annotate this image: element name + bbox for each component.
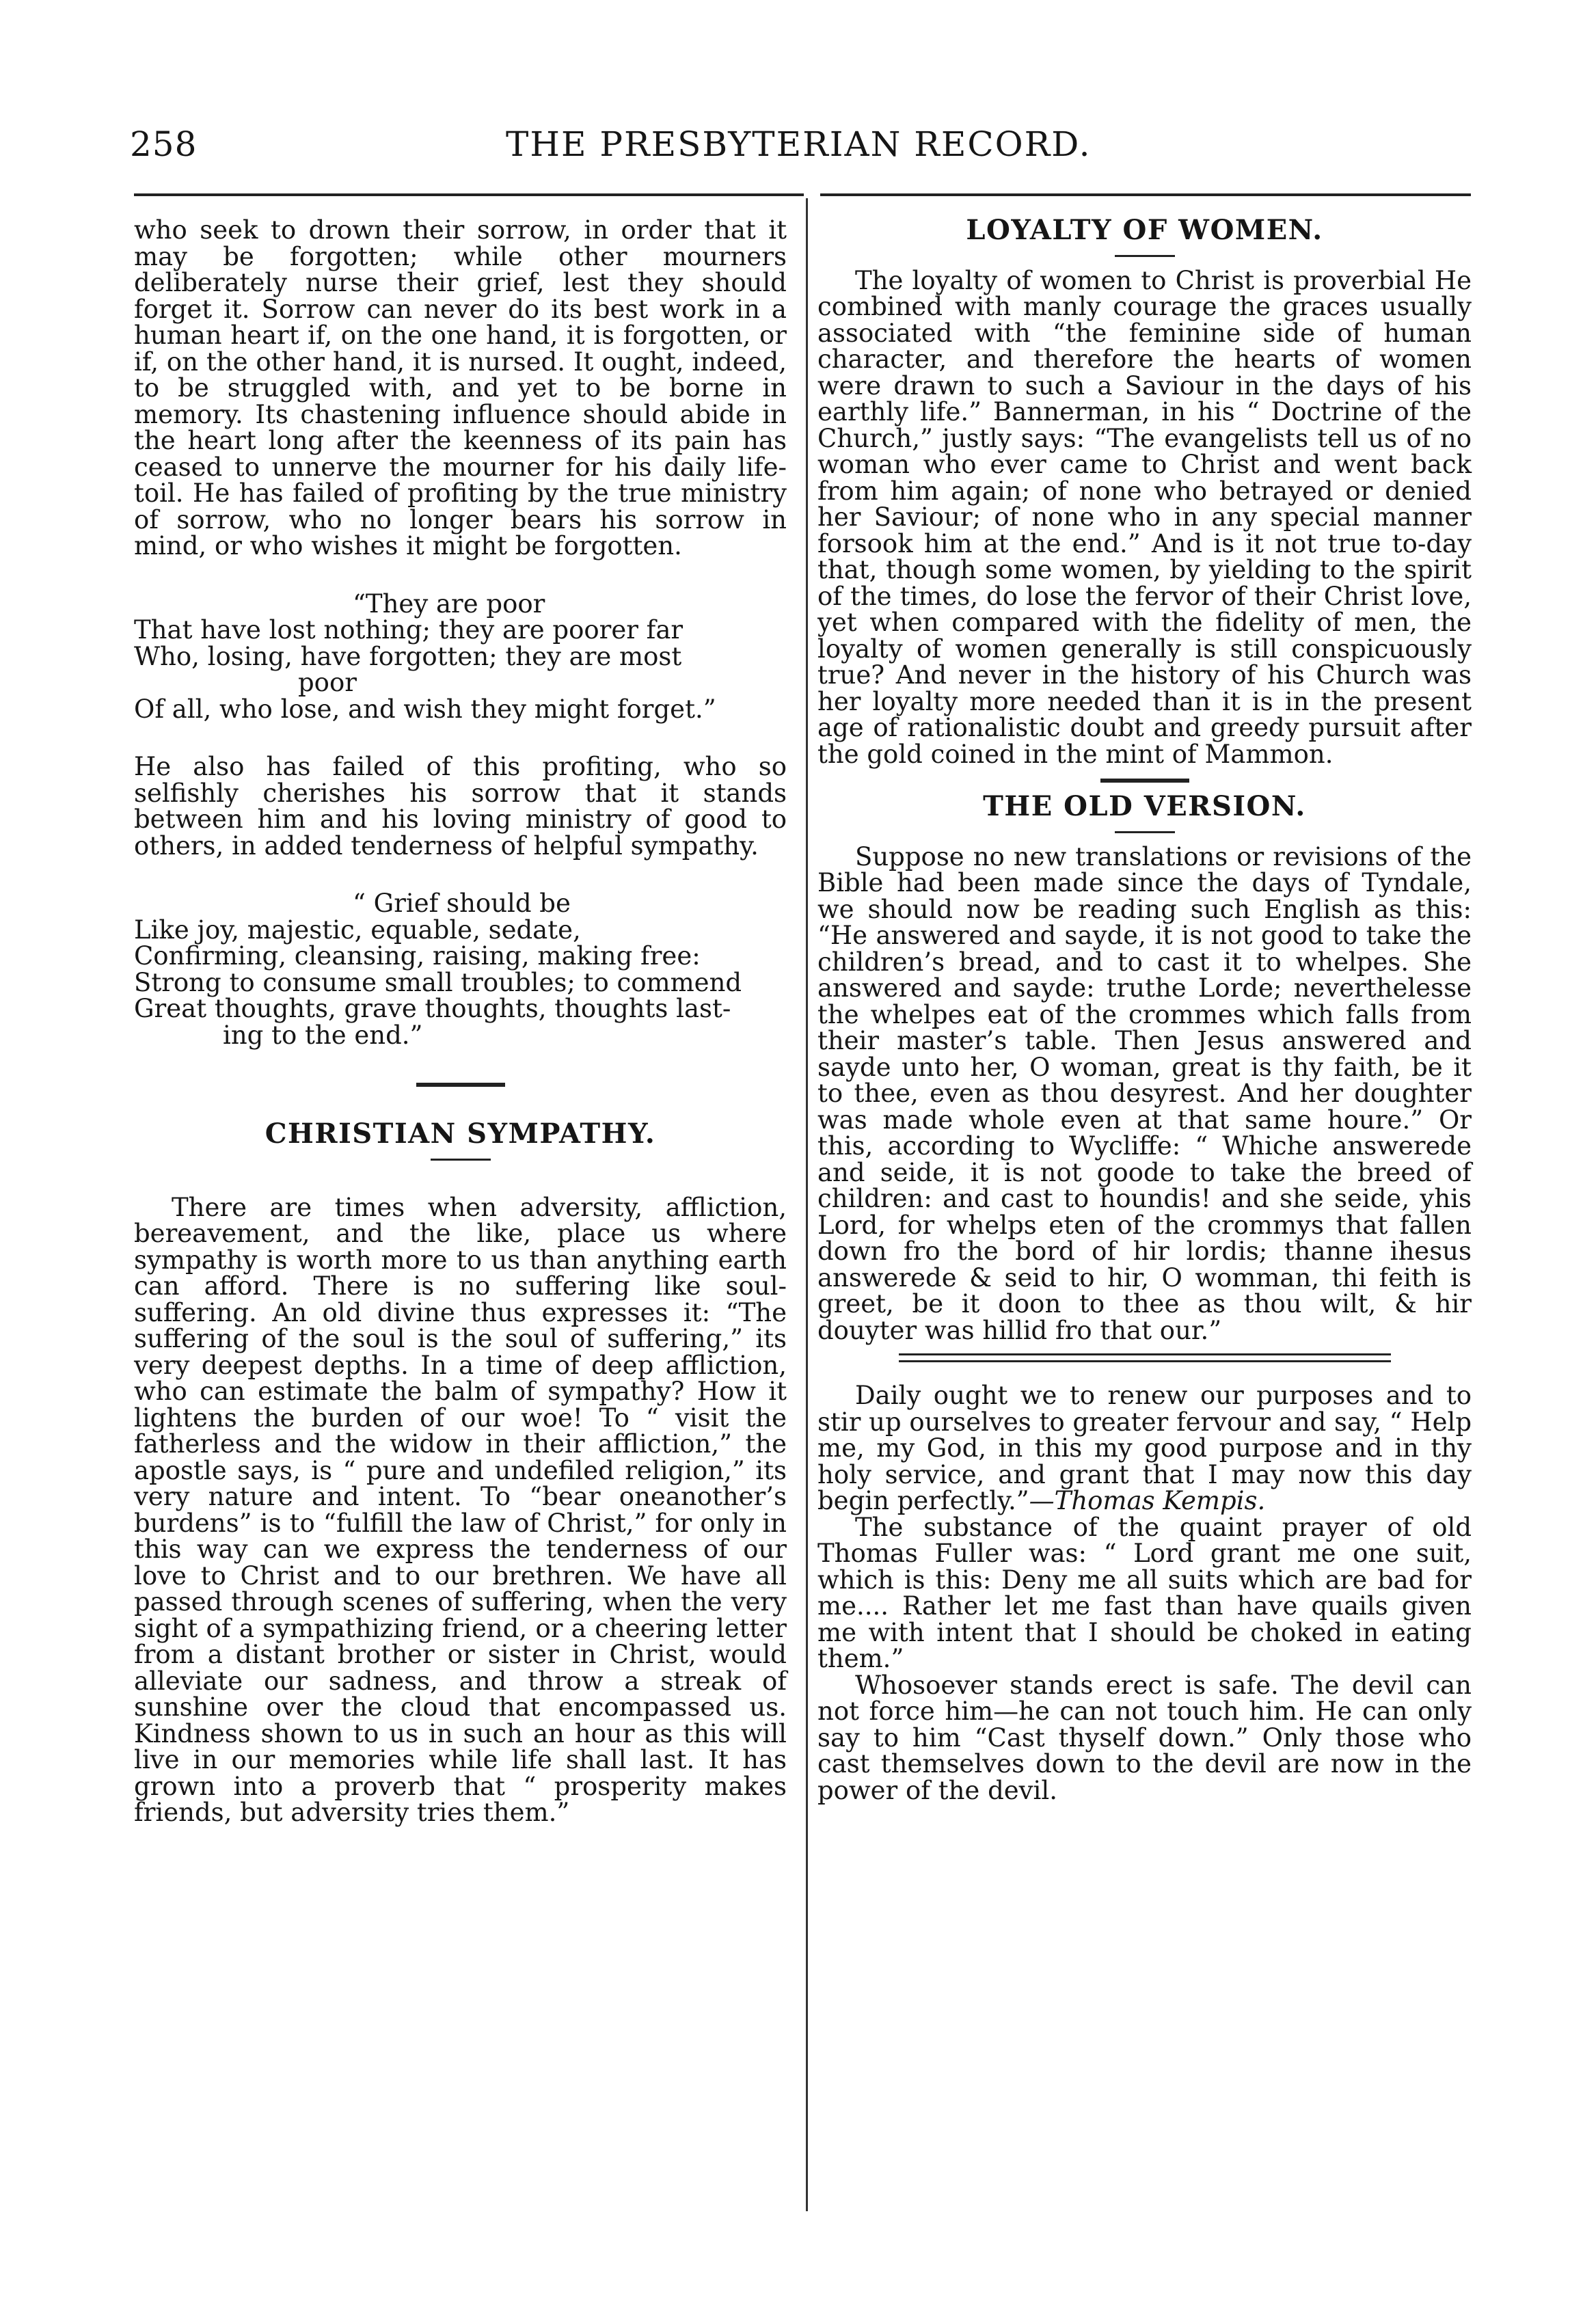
column-divider bbox=[806, 198, 808, 2211]
poem-line: “They are poor bbox=[353, 589, 545, 619]
loyalty-of-women-body: The loyalty of women to Christ is proverbial He combined with manly courage the graces usually associated with “the feminine side of human character, and therefore the hearts of women were drawn to such a Saviour in the days of his earthly life.” Bannerman, in his “ Doctrine of the Church,” justly says: “The evangelists tell us of no woman who ever came to Christ and went back from him again; of none who betrayed or denied her Saviour; of none who in any special manner forsook him at the end.” And is it not true to-day that, though some women, by yielding to the spirit of the times, do lose the fervor of their Christ love, yet when compared with the fidelity of men, the loyalty of women generally is still conspicuously true? And never in the history of his Church was her loyalty more needed than it is in the present age of rationalistic doubt and greedy pursuit after the gold coined in the mint of Mammon. bbox=[817, 265, 1472, 769]
right-column bbox=[817, 214, 1472, 1805]
poem-line: Who, losing, have forgotten; they are most bbox=[134, 641, 682, 671]
section-rule bbox=[416, 1083, 505, 1087]
intro-paragraph: who seek to drown their sorrow, in order that it may be forgotten; while other mourners deliberately nurse their grief, lest they should forget it. Sorrow can never do its best work in a human heart if, on the one hand, it is forgotten, or if, on the other hand, it is nursed. It ought, indeed, to be struggled with, and yet to be borne in memory. Its chastening influence should abide in the heart long after the keenness of its pain has ceased to unnerve the mourner for his daily life-toil. He has failed of profiting by the true ministry of sorrow, who no longer bears his sorrow in mind, or who wishes it might be forgotten. bbox=[134, 215, 787, 560]
poem-line: Strong to consume small troubles; to commend bbox=[134, 967, 742, 997]
poem-lost-nothing bbox=[134, 591, 787, 723]
old-version-heading: THE OLD VERSION. bbox=[983, 790, 1306, 822]
heading-rule bbox=[1115, 255, 1175, 257]
header-rule-left bbox=[134, 193, 804, 196]
poem-line: ing to the end.” bbox=[223, 1020, 423, 1050]
old-version-body: Suppose no new translations or revisions of the Bible had been made since the days of Tyndale, we should now be reading such English as this: “He answered and sayde, it is not good to take the children’s bread, and to cast it to whelpes. She answered and sayde: truthe Lorde; neverthelesse the whelpes eat of the crommes which falls from their master’s table. Then Jesus answered and sayde unto her, O woman, great is thy faith, be it to thee, even as thou desyrest. And her doughter was made whole even at that same houre.” Or this, according to Wycliffe: “ Whiche answerede and seide, it is not goode to take the breed of children: and cast to houndis! and she seide, yhis Lord, for whelps eten of the crommys that fallen down fro the bord of hir lordis; thanne ihesus answerede & seid to hir, O womman, thi feith is greet, be it doon to thee as thou wilt, & hir douyter was hillid fro that our.” bbox=[817, 841, 1472, 1345]
kempis-signature: —Thomas Kempis. bbox=[1029, 1486, 1266, 1515]
heading-rule bbox=[431, 1159, 491, 1161]
poem-line: “ Grief should be bbox=[353, 889, 571, 918]
poem-line: That have lost nothing; they are poorer far bbox=[134, 615, 684, 645]
christian-sympathy-heading: CHRISTIAN SYMPATHY. bbox=[265, 1118, 656, 1150]
christian-sympathy-body: There are times when adversity, affliction, bereavement, and the like, place us where sympathy is worth more to us than anything earth can afford. There is no suffering like soul-suffering. An old divine thus expresses it: “The suffering of the soul is the soul of suffering,” its very deepest depths. In a time of deep affliction, who can estimate the balm of sympathy? How it lightens the burden of our woe! To “ visit the fatherless and the widow in their affliction,” the apostle says, is “ pure and undefiled religion,” its very nature and intent. To “bear oneanother’s burdens” is to “fulfill the law of Christ,” for only in this way can we express the tenderness of our love to Christ and to our brethren. We have all passed through scenes of suffering, when the very sight of a sympathizing friend, or a cheering letter from a distant brother or sister in Christ, would alleviate our sadness, and throw a streak of sunshine over the cloud that encompassed us. Kindness shown to us in such an hour as this will live in our memories while life shall last. It has grown into a proverb that “ prosperity makes friends, but adversity tries them.” bbox=[134, 1192, 787, 1827]
page-number: 258 bbox=[130, 124, 198, 164]
poem-line: Like joy, majestic, equable, sedate, bbox=[134, 915, 581, 945]
section-rule bbox=[1100, 779, 1189, 783]
left-column bbox=[134, 217, 787, 1826]
kempis-text: Daily ought we to renew our purposes and to stir up ourselves to greater fervour and say, “ Help me, my God, in this my good purpose and in thy holy service, and grant that I may now this day begin perfectly.” bbox=[817, 1381, 1472, 1515]
profiting-paragraph: He also has failed of this profiting, who so selfishly cherishes his sorrow that it stands between him and his loving ministry of good to others, in added tenderness of helpful sympathy. bbox=[134, 752, 787, 861]
poem-line: Of all, who lose, and wish they might forget.” bbox=[134, 694, 716, 724]
double-rule bbox=[899, 1353, 1391, 1362]
loyalty-of-women-heading: LOYALTY OF WOMEN. bbox=[966, 214, 1323, 246]
fuller-paragraph: The substance of the quaint prayer of old Thomas Fuller was: “ Lord grant me one suit, which is this: Deny me all suits which are bad for me.... Rather let me fast than have quails given me with intent that I should be choked in eating them.” bbox=[817, 1512, 1472, 1673]
poem-line: poor bbox=[298, 668, 357, 697]
devil-paragraph: Whosoever stands erect is safe. The devil can not force him—he can not touch him. He can only say to him “Cast thyself down.” Only those who cast themselves down to the devil are now in the power of the devil. bbox=[817, 1670, 1472, 1805]
poem-line: Confirming, cleansing, raising, making free: bbox=[134, 941, 701, 971]
header-rule-right bbox=[820, 193, 1471, 196]
kempis-paragraph bbox=[817, 1383, 1472, 1515]
poem-line: Great thoughts, grave thoughts, thoughts last- bbox=[134, 994, 731, 1023]
poem-grief bbox=[134, 891, 787, 1049]
publication-title: THE PRESBYTERIAN RECORD. bbox=[506, 124, 1092, 164]
heading-rule bbox=[1115, 831, 1175, 833]
